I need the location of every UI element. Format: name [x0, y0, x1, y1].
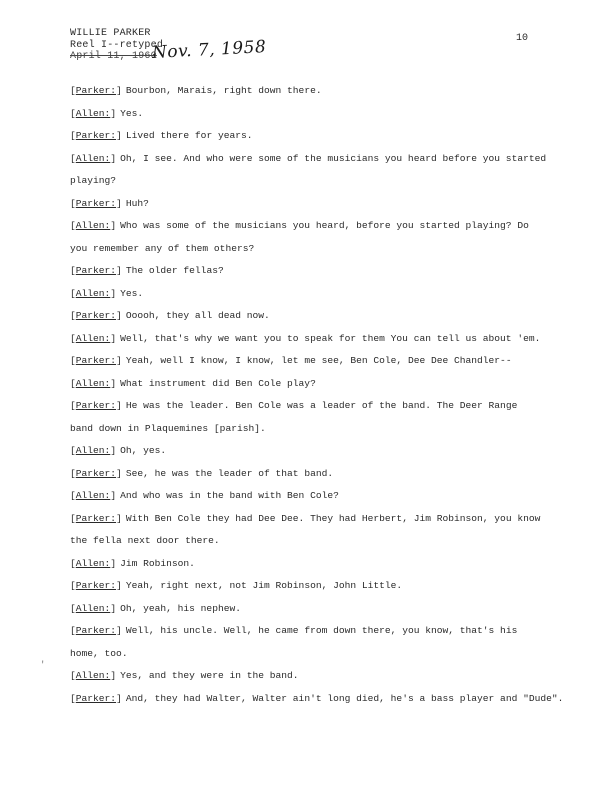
speaker-name: Parker:: [75, 692, 117, 704]
line-text: Ooooh, they all dead now.: [125, 310, 270, 321]
speaker-label: [Parker:]: [70, 197, 122, 209]
speaker-label: [Parker:]: [70, 580, 122, 591]
transcript-line: [70, 242, 550, 265]
speaker-label: [Allen:]: [70, 490, 117, 501]
line-text: Yes, and they were in the band.: [120, 670, 299, 681]
speaker-label: [Parker:]: [70, 692, 122, 704]
transcript-line: [70, 332, 550, 355]
speaker-name: Parker:: [75, 310, 117, 321]
speaker-label: [Allen:]: [70, 377, 117, 389]
speaker-name: Allen:: [75, 445, 111, 456]
speaker-name: Allen:: [75, 287, 111, 299]
speaker-name: Parker:: [75, 85, 117, 96]
transcript-line: [70, 534, 550, 557]
speaker-label: [Allen:]: [70, 220, 117, 231]
line-text: What instrument did Ben Cole play?: [120, 377, 316, 389]
speaker-name: Parker:: [75, 467, 117, 479]
speaker-name: Parker:: [75, 355, 117, 366]
transcript-body: [70, 84, 564, 714]
line-text: He was the leader. Ben Cole was a leader of the band. The Deer Range: [125, 400, 518, 411]
transcript-line: [70, 647, 550, 670]
speaker-label: [Parker:]: [70, 85, 122, 96]
line-text: Who was some of the musicians you heard, before you started playing? Do: [120, 220, 529, 231]
line-text: And who was in the band with Ben Cole?: [120, 490, 339, 501]
speaker-label: [Allen:]: [70, 107, 117, 119]
transcript-line: [70, 512, 550, 535]
line-text: Oh, yeah, his nephew.: [120, 602, 241, 614]
line-text: Well, that's why we want you to speak for them You can tell us about 'em.: [120, 332, 541, 344]
transcript-line: [70, 84, 550, 107]
struck-date: April 11, 1960: [70, 51, 157, 62]
speaker-label: [Parker:]: [70, 512, 122, 524]
speaker-label: [Allen:]: [70, 287, 117, 299]
transcript-line: [70, 107, 550, 130]
line-text: Bourbon, Marais, right down there.: [125, 85, 322, 96]
speaker-name: Allen:: [75, 557, 111, 569]
line-text: With Ben Cole they had Dee Dee. They had Herbert, Jim Robinson, you know: [125, 512, 541, 524]
speaker-name: Parker:: [75, 265, 117, 276]
interviewee-name: WILLIE PARKER: [70, 28, 151, 39]
speaker-label: [Parker:]: [70, 355, 122, 366]
speaker-label: [Allen:]: [70, 602, 117, 614]
speaker-name: Allen:: [75, 377, 111, 389]
reel-label: Reel I--retyped: [70, 39, 164, 51]
speaker-name: Allen:: [75, 152, 111, 164]
transcript-line: [70, 354, 550, 377]
speaker-label: [Parker:]: [70, 400, 122, 411]
transcript-line: [70, 264, 550, 287]
line-text: Yes.: [120, 107, 144, 119]
line-text: you remember any of them others?: [70, 242, 255, 254]
line-text: And, they had Walter, Walter ain't long died, he's a bass player and "Dude".: [125, 692, 564, 704]
speaker-label: [Allen:]: [70, 557, 117, 569]
line-text: the fella next door there.: [70, 535, 220, 546]
speaker-name: Parker:: [75, 130, 117, 141]
line-text: Oh, yes.: [120, 445, 167, 456]
transcript-line: [70, 174, 550, 197]
page-number: 10: [516, 33, 529, 44]
speaker-name: Allen:: [75, 602, 111, 614]
speaker-label: [Allen:]: [70, 152, 117, 164]
transcript-line: [70, 624, 550, 647]
transcript-line: [70, 444, 550, 467]
line-text: Oh, I see. And who were some of the musicians you heard before you started: [120, 152, 547, 164]
speaker-label: [Parker:]: [70, 130, 122, 141]
transcript-line: [70, 422, 550, 445]
speaker-name: Allen:: [75, 220, 111, 231]
transcript-line: [70, 377, 550, 400]
line-text: playing?: [70, 175, 117, 186]
speaker-label: [Allen:]: [70, 670, 117, 681]
transcript-line: [70, 219, 550, 242]
speaker-label: [Allen:]: [70, 445, 117, 456]
transcript-line: [70, 467, 550, 490]
speaker-label: [Parker:]: [70, 467, 122, 479]
speaker-name: Allen:: [75, 490, 111, 501]
speaker-label: [Parker:]: [70, 265, 122, 276]
line-text: Yes.: [120, 287, 144, 299]
page-header: [70, 28, 163, 63]
speaker-label: [Parker:]: [70, 625, 122, 636]
line-text: Well, his uncle. Well, he came from down there, you know, that's his: [125, 625, 518, 636]
transcript-line: [70, 287, 550, 310]
speaker-label: [Parker:]: [70, 310, 122, 321]
line-text: The older fellas?: [125, 265, 224, 276]
line-text: home, too.: [70, 647, 128, 659]
speaker-name: Allen:: [75, 670, 111, 681]
speaker-name: Parker:: [75, 580, 117, 591]
handwritten-date: Nov. 7, 1958: [151, 37, 267, 63]
transcript-line: [70, 579, 550, 602]
transcript-line: [70, 309, 550, 332]
line-text: Yeah, well I know, I know, let me see, Ben Cole, Dee Dee Chandler--: [125, 355, 512, 366]
transcript-line: [70, 669, 550, 692]
transcript-line: [70, 489, 550, 512]
speaker-label: [Allen:]: [70, 332, 117, 344]
transcript-line: [70, 197, 550, 220]
transcript-line: [70, 129, 550, 152]
speaker-name: Allen:: [75, 107, 111, 119]
transcript-line: [70, 152, 550, 175]
line-text: Jim Robinson.: [120, 557, 195, 569]
speaker-name: Parker:: [75, 512, 117, 524]
transcript-line: [70, 692, 564, 715]
line-text: Lived there for years.: [125, 130, 253, 141]
line-text: See, he was the leader of that band.: [125, 467, 334, 479]
speaker-name: Parker:: [75, 400, 117, 411]
speaker-name: Parker:: [75, 625, 117, 636]
speaker-name: Parker:: [75, 197, 117, 209]
transcript-line: [70, 557, 550, 580]
transcript-line: [70, 602, 550, 625]
line-text: Yeah, right next, not Jim Robinson, John Little.: [125, 580, 403, 591]
speaker-name: Allen:: [75, 332, 111, 344]
transcript-line: [70, 399, 550, 422]
stray-mark: ': [40, 660, 46, 670]
line-text: Huh?: [125, 197, 149, 209]
line-text: band down in Plaquemines [parish].: [70, 422, 266, 434]
